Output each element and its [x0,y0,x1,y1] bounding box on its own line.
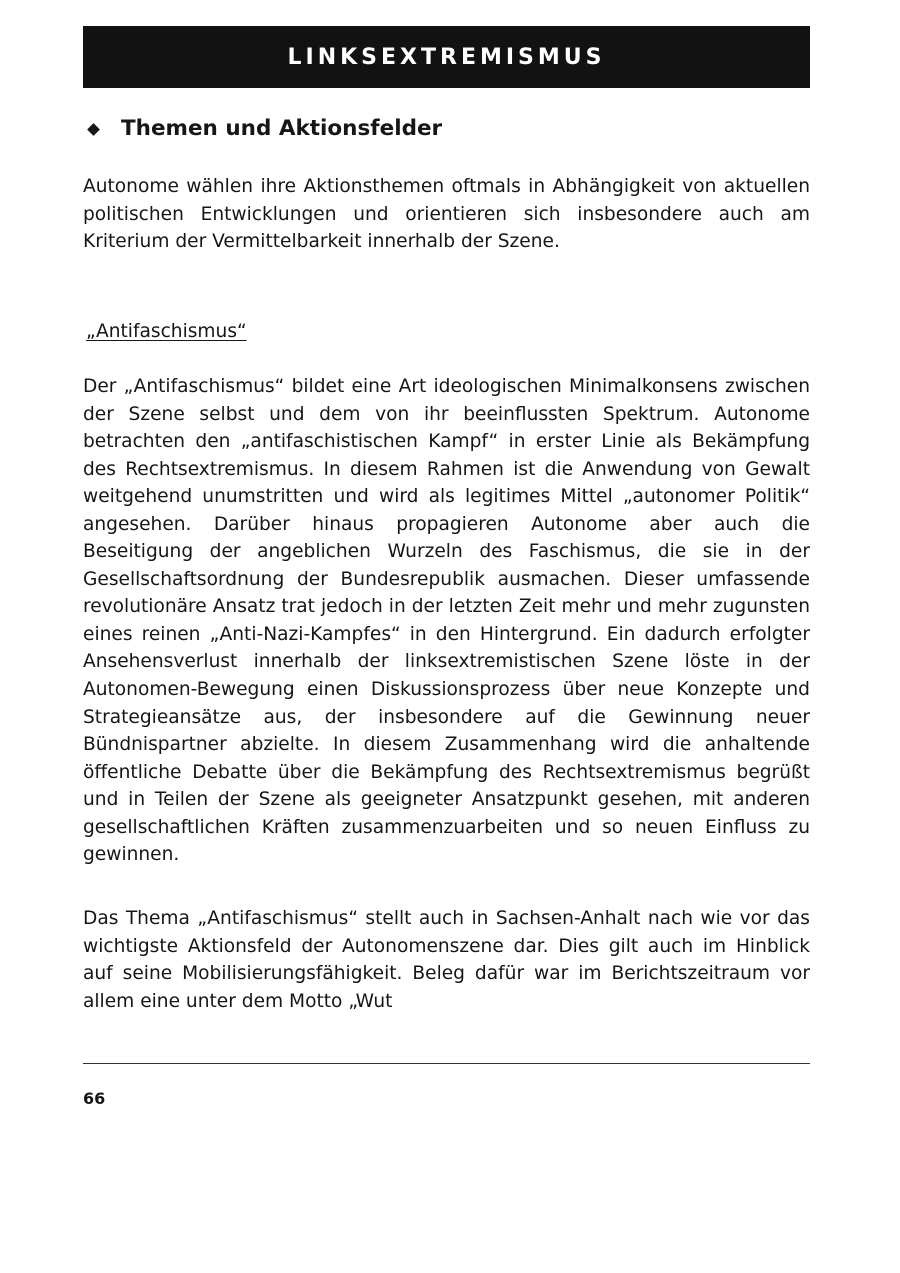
page-number: 66 [83,1089,106,1108]
subheading-antifaschismus: „Antifaschismus“ [86,321,247,342]
body-paragraph-antifaschismus: Der „Antifaschismus“ bildet eine Art ideologischen Minimalkonsens zwischen der Szene selbst und dem von ihr beeinflussten Spektrum. Autonome betrachten den „antifaschistischen Kampf“ in erster Linie als Bekämpfung des Rechtsextremismus. In diesem Rahmen ist die Anwendung von Gewalt weitgehend unumstritten und wird als legitimes Mittel „autonomer Politik“ angesehen. Darüber hinaus propagieren Autonome aber auch die Beseitigung der angeblichen Wurzeln des Faschismus, die sie in der Gesellschaftsordnung der Bundesrepublik ausmachen. Dieser umfassende revolutionäre Ansatz trat jedoch in der letzten Zeit mehr und mehr zugunsten eines reinen „Anti-Nazi-Kampfes“ in den Hintergrund. Ein dadurch erfolgter Ansehensverlust innerhalb der linksextremistischen Szene löste in der Autonomen-Bewegung einen Diskussionsprozess über neue Konzepte und Strategieansätze aus, der insbesondere auf die Gewinnung neuer Bündnispartner abzielte. In diesem Zusammenhang wird die anhaltende öffentliche Debatte über die Bekämpfung des Rechtsextremismus begrüßt und in Teilen der Szene als geeigneter Ansatzpunkt gesehen, mit anderen gesellschaftlichen Kräften zusammenzuarbeiten und so neuen Einfluss zu gewinnen. [83,376,810,866]
section-heading [83,114,810,144]
section-heading-text: Themen und Aktionsfelder [121,116,443,141]
footer-divider [83,1063,810,1064]
body-paragraph-sachsen-anhalt: Das Thema „Antifaschismus“ stellt auch in Sachsen-Anhalt nach wie vor das wichtigste Aktionsfeld der Autonomenszene dar. Dies gilt auch im Hinblick auf seine Mobilisierungsfähigkeit. Beleg dafür war im Berichtszeitraum vor allem eine unter dem Motto „Wut [83,908,810,1012]
intro-paragraph: Autonome wählen ihre Aktionsthemen oftmals in Abhängigkeit von aktuellen politischen Entwicklungen und orientieren sich insbesondere auch am Kriterium der Vermittelbarkeit innerhalb der Szene. [83,176,810,253]
page-header-title: LINKSEXTREMISMUS [287,44,606,70]
page-header-bar [83,26,810,88]
diamond-bullet-icon [87,123,100,136]
